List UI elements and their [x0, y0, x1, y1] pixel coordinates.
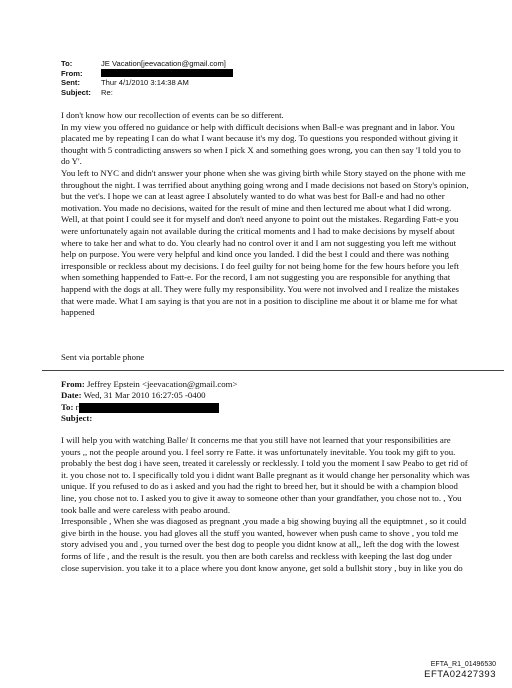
- message-divider: [42, 370, 504, 371]
- subject-row: [61, 88, 233, 98]
- to-value: JE Vacation[jeevacation@gmail.com]: [101, 59, 226, 68]
- sent-row: [61, 78, 233, 88]
- original-to-label: To:: [61, 401, 74, 412]
- original-to-row: [61, 402, 237, 413]
- original-to-value: r: [75, 401, 79, 412]
- to-row: [61, 59, 233, 69]
- original-date-row: [61, 390, 237, 401]
- bates-footer: [424, 660, 496, 680]
- reply-signature: Sent via portable phone: [61, 352, 145, 362]
- bates-number-small: EFTA_R1_01496530: [430, 661, 496, 668]
- sent-label: Sent:: [61, 78, 80, 88]
- original-date-value: Wed, 31 Mar 2010 16:27:05 -0400: [83, 390, 206, 401]
- from-label: From:: [61, 68, 83, 78]
- original-subject-label: Subject:: [61, 413, 93, 424]
- original-from-value: Jeffrey Epstein <jeevacation@gmail.com>: [86, 379, 238, 389]
- redaction-bar: [79, 403, 219, 413]
- original-subject-row: [61, 413, 237, 424]
- original-date-label: Date:: [61, 390, 82, 401]
- bates-number-large: EFTA02427393: [424, 669, 496, 680]
- sent-value: Thur 4/1/2010 3:14:38 AM: [101, 78, 189, 88]
- original-body: I will help you with watching Balle/ It concerns me that you still have not learned that your responsibilities are yours ,, not the people around you. I feel sorry re Fatte. it was unfortunately inevitable. You took my gift to you. probably the best dog i have seen, treated it carelessly or recklessly. I told you the moment I saw Peabo to get rid of it. you chose not to. I specifically told you i didnt want Balle pregnant as it would change her personality which was unique. If you refused to do as i asked and you had the right to breed her, but it should be with a champion blood line, you chose not to. I asked you to give it away to someone other than your grandfather, you chose not to. , You took balle and were careless with peabo around. Irresponsible , When she was diagosed as pregnant ,you made a big showing buying all the equiptmnet , so it could give birth in the house. you had gloves all the stuff you wanted, however when push came to shove , you told me story advised you and , you turned over the best dog to people you didnt know at all,, left the dog with the lowest forms of life , and the result is the result. you then are both carelss and reckless with keeping the last dog under close supervision. you take it to a place where you dont know anyone, get sold a bullshit story , buy in like you do: [61, 435, 470, 573]
- original-from-row: [61, 379, 237, 390]
- subject-value: Re:: [101, 87, 113, 97]
- to-label: To:: [61, 59, 73, 68]
- reply-email-header: [61, 59, 233, 97]
- original-email-header: [61, 379, 237, 425]
- subject-label: Subject:: [61, 87, 91, 97]
- reply-body: I don't know how our recollection of events can be so different. In my view you offered no guidance or help with difficult decisions when Ball-e was pregnant and in labor. You placated me by repeating I can do what I want because it's my dog. To questions you responded without giving it thought with 5 contradicting answers so when I pick X and something goes wrong, you can then say 'I told you to do Y'. You left to NYC and didn't answer your phone when she was giving birth while Story stayed on the phone with me throughout the night. I was terrified about anything going wrong and I made decisions not based on Story's opinion, but the vet's. I hope we can at least agree I absolutely wanted to do what was best for Ball-e and had no other motivation. You made no decisions, waited for the result of mine and then lectured me about what I did wrong. Well, at that point I could see it for myself and don't need anyone to point out the mistakes. Regarding Fatt-e you were unfortunately again not available during the critical moments and I had to make decisions by myself about where to take her and what to do. You clearly had no control over it and I am not suggesting you left me without help on purpose. You were very helpful and kind once you landed. I did the best I could and there was nothing irresponsible or reckless about my decisions. I do feel guilty for not being home for the few hours before you left when something happended to Fatt-e. For the record, I am not suggesting you are responsible for anything that happend with the dogs at all. They were fully my responsibility. You were not involved and I realize the mistakes that were made. What I am saying is that you are not in a position to discipline me about it or blame me for what happened: [61, 110, 469, 318]
- from-row: [61, 69, 233, 79]
- original-from-label: From:: [61, 379, 85, 389]
- redaction-bar: [101, 69, 233, 77]
